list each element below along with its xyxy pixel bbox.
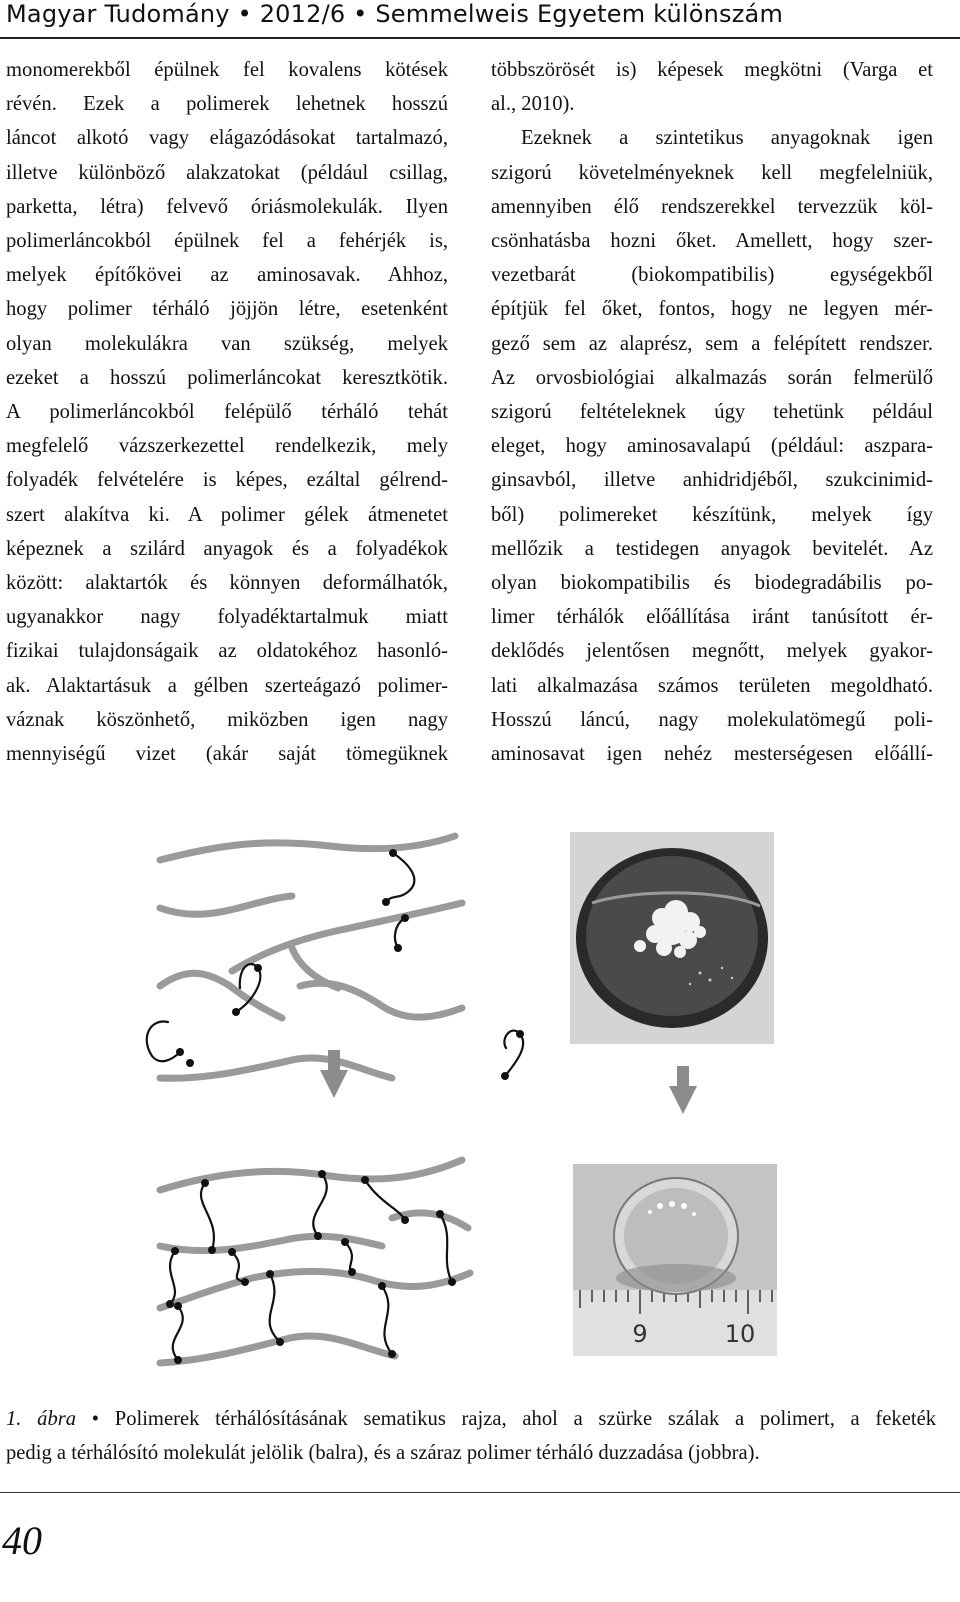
text-line: Hosszú láncú, nagy molekulatömegű poli- xyxy=(491,708,933,731)
text-line: ezeket a hosszú polimerláncokat keresztkötik. xyxy=(6,366,448,389)
polymer-chains-top xyxy=(160,836,462,1078)
text-line: vezetbarát (biokompatibilis) egységekből xyxy=(491,264,933,287)
text-line: hogy polimer térháló jöjjön létre, esetenként xyxy=(6,298,448,321)
text-line: folyadék felvételére is képes, ezáltal gélrend- xyxy=(6,469,448,492)
text-line: szigorú követelményeknek kell megfelelniük, xyxy=(491,161,933,184)
figure-label: 1. ábra xyxy=(6,1408,77,1430)
text-line: között: alaktartók és könnyen deformálhatók, xyxy=(6,572,448,595)
polymer-chain xyxy=(160,1271,470,1308)
text-line: ginsavból, illetve anhidridjéből, szukcinimid- xyxy=(491,469,933,492)
text-line: mellőzik a testidegen anyagok bevitelét. Az xyxy=(491,537,933,560)
polymer-chain xyxy=(160,973,282,1018)
crosslinker-molecule xyxy=(365,1180,405,1220)
crosslinker-molecule xyxy=(270,1274,280,1342)
text-line: melyek építőkövei az aminosavak. Ahhoz, xyxy=(6,264,448,287)
polymer-chains-bottom xyxy=(160,1160,470,1363)
text-line: limer térhálók előállítása iránt tanúsított ér- xyxy=(491,606,933,629)
text-line: A polimerláncokból felépülő térháló tehát xyxy=(6,401,448,424)
figure-caption xyxy=(6,1402,936,1470)
text-line: olyan biokompatibilis és biodegradábilis po- xyxy=(491,572,933,595)
ruler-label-9: 9 xyxy=(632,1320,648,1348)
text-line: lati alkalmazása számos területen megoldható. xyxy=(491,674,933,697)
crosslinkers-top xyxy=(147,853,523,1076)
page-number: 40 xyxy=(2,1518,42,1563)
text-line: parketta, létra) felvevő óriásmolekulák. Ilyen xyxy=(6,195,448,218)
right-paragraph-2 xyxy=(491,121,933,771)
right-column xyxy=(491,53,933,771)
text-line: láncot alkotó vagy elágazódásokat tartalmazó, xyxy=(6,127,448,150)
text-line: Ezeknek a szintetikus anyagoknak igen xyxy=(521,127,933,150)
text-line: gező sem az alaprész, sem a felépített rendszer. xyxy=(491,332,933,355)
left-column xyxy=(6,53,448,771)
polymer-chain xyxy=(300,983,462,1017)
crosslinker-molecule xyxy=(170,1251,175,1304)
polymer-chain xyxy=(160,896,292,914)
arrow-down-icon xyxy=(669,1066,697,1114)
text-line: képeznek a szilárd anyagok és a folyadékok xyxy=(6,537,448,560)
crosslinker-molecule xyxy=(382,1286,392,1354)
text-line: többszörösét is) képesek megkötni (Varga et xyxy=(491,59,933,81)
crosslinker-molecule xyxy=(345,1242,352,1272)
text-line: polimerláncokból épülnek fel a fehérjék is, xyxy=(6,230,448,253)
running-header: Magyar Tudomány • 2012/6 • Semmelweis Egyetem különszám xyxy=(6,0,784,28)
polymer-chain xyxy=(160,836,455,860)
crosslinker-ends-top xyxy=(176,849,524,1080)
text-line: fizikai tulajdonságaik az oldatokéhoz hasonló- xyxy=(6,640,448,663)
photo-swollen-gel xyxy=(573,1164,777,1356)
text-line: révén. Ezek a polimerek lehetnek hosszú xyxy=(6,93,448,116)
crosslinker-molecule xyxy=(386,853,414,902)
caption-line-2: pedig a térhálósító molekulát jelölik (balra), és a száraz polimer térháló duzzadása (jobbra). xyxy=(6,1442,760,1464)
text-line: megfelelő vázszerkezettel rendelkezik, mely xyxy=(6,435,448,458)
text-line: al., 2010). xyxy=(491,93,575,116)
crosslinker-molecule xyxy=(440,1214,452,1282)
polymer-chain xyxy=(232,903,462,971)
caption-bullet: • xyxy=(91,1408,100,1430)
footer-rule xyxy=(0,1492,960,1493)
crosslinker-molecule xyxy=(313,1174,327,1236)
crosslinker-molecule xyxy=(147,1021,180,1061)
crosslinkers-bottom xyxy=(170,1174,452,1360)
schematic-top-uncrosslinked xyxy=(147,836,524,1080)
text-line: amennyiben élő rendszerekkel tervezzük köl- xyxy=(491,195,933,218)
text-line: Az orvosbiológiai alkalmazás során felmerülő xyxy=(491,366,933,389)
ruler-label-10: 10 xyxy=(724,1320,756,1348)
header-rule xyxy=(0,37,960,39)
right-paragraph-1 xyxy=(491,53,933,121)
text-line: eleget, hogy aminosavalapú (például: aszpara- xyxy=(491,435,933,458)
photo-dry-polymer xyxy=(570,832,774,1044)
text-line: váznak köszönhető, miközben igen nagy xyxy=(6,708,448,731)
polymer-chain xyxy=(160,1058,392,1078)
text-line: szigorú feltételeknek úgy tehetünk például xyxy=(491,401,933,424)
text-line: deklődés jelentősen megnőtt, melyek gyakor- xyxy=(491,640,933,663)
crosslinker-molecule xyxy=(173,1306,183,1360)
crosslinker-molecule xyxy=(201,1183,214,1250)
text-line: monomerekből épülnek fel kovalens kötések xyxy=(6,59,448,81)
text-line: építjük fel őket, fontos, hogy ne legyen mér- xyxy=(491,298,933,321)
text-line: szert alakítva ki. A polimer gélek átmenetet xyxy=(6,503,448,526)
text-line: ugyanakkor nagy folyadéktartalmuk miatt xyxy=(6,606,448,629)
text-line: csönhatásba hozni őket. Amellett, hogy szer- xyxy=(491,230,933,253)
text-line: aminosavat igen nehéz mesterségesen előállí- xyxy=(491,743,933,766)
text-line: ak. Alaktartásuk a gélben szerteágazó polimer- xyxy=(6,674,448,697)
crosslinker-molecule xyxy=(395,918,405,948)
figure-1 xyxy=(0,808,960,1398)
caption-text-1: Polimerek térhálósításának sematikus rajza, ahol a szürke szálak a polimert, a feketék xyxy=(114,1408,937,1430)
text-line: ből) polimereket készítünk, melyek így xyxy=(491,503,933,526)
caption-line-1 xyxy=(6,1402,936,1436)
schematic-bottom-network xyxy=(160,1160,470,1364)
text-line: olyan molekulákra van szükség, melyek xyxy=(6,332,448,355)
text-line: illetve különböző alakzatokat (például csillag, xyxy=(6,161,448,184)
text-line: mennyiségű vizet (akár saját tömegüknek xyxy=(6,743,448,766)
